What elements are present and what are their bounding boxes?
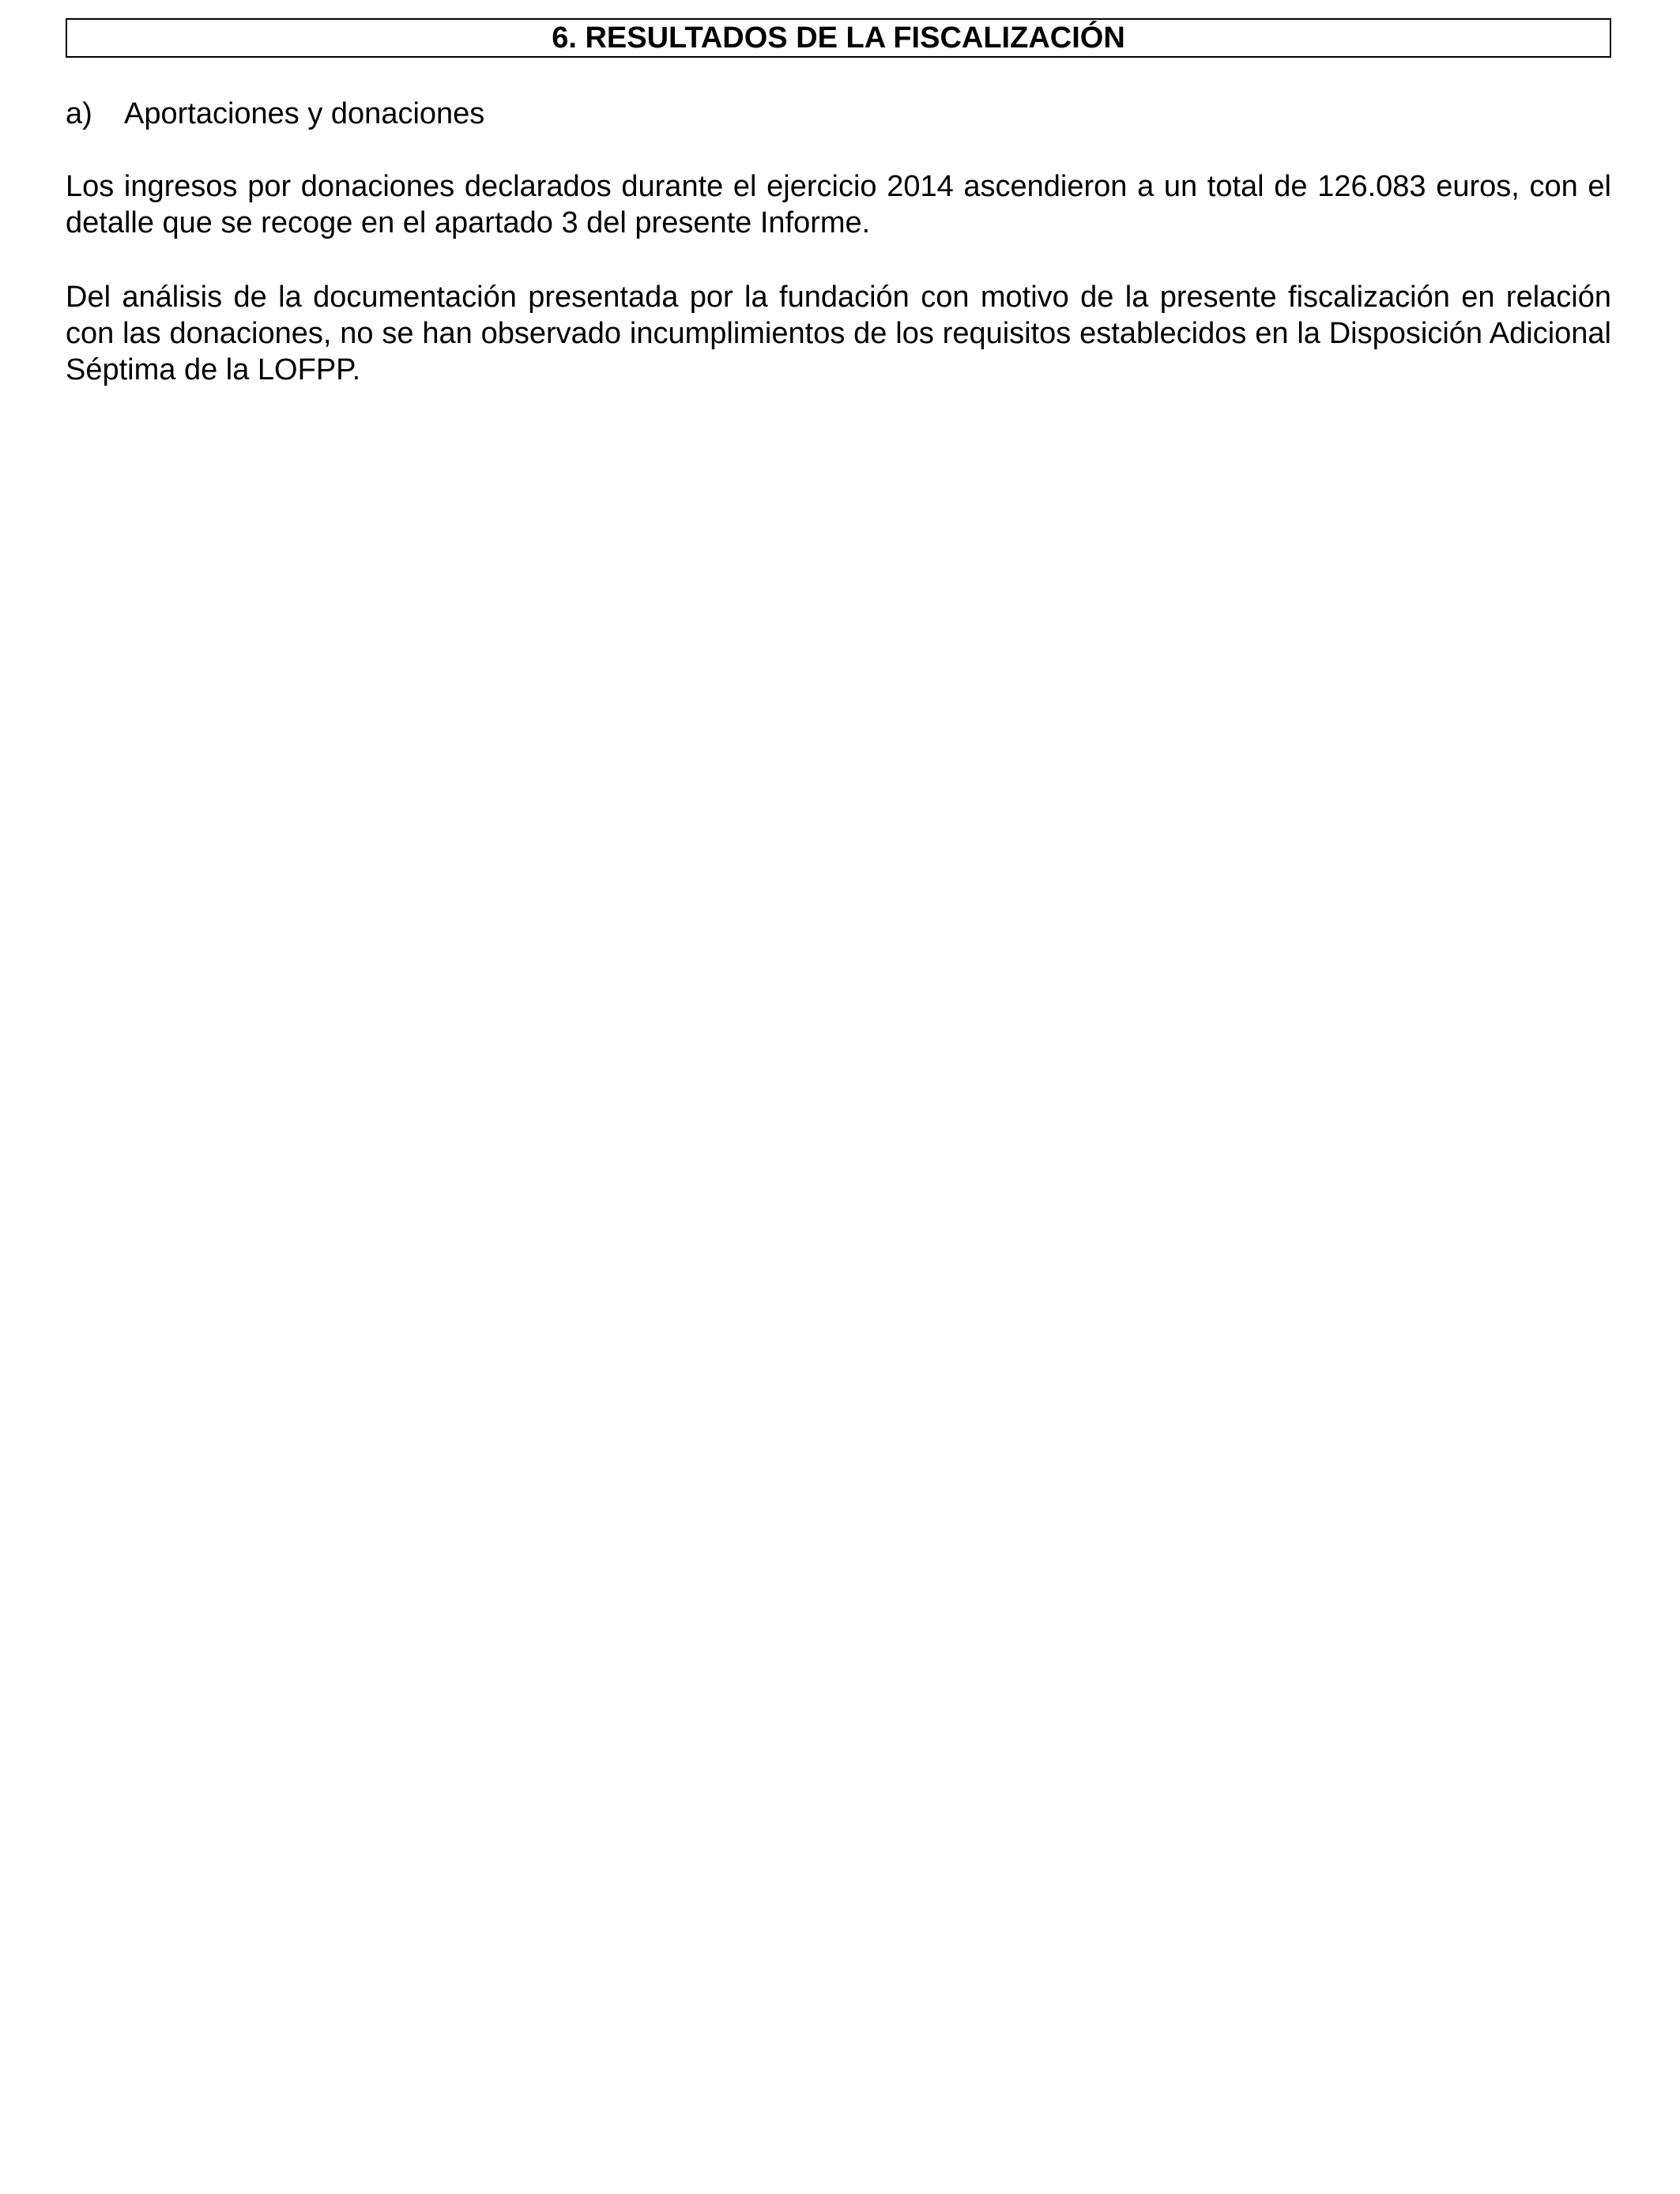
subsection-heading bbox=[66, 96, 484, 132]
subsection-title: Aportaciones y donaciones bbox=[124, 97, 485, 130]
document-page bbox=[66, 18, 1611, 386]
section-title: 6. RESULTADOS DE LA FISCALIZACIÓN bbox=[66, 18, 1611, 58]
subsection-marker: a) bbox=[66, 97, 92, 130]
paragraph-analysis-conclusion: Del análisis de la documentación presentada por la fundación con motivo de la presente fiscalización en relación con las donaciones, no se han observado incumplimientos de los requisitos establecidos en la Disposición Adicional Séptima de la LOFPP. bbox=[66, 281, 1611, 386]
paragraph-donations-total: Los ingresos por donaciones declarados durante el ejercicio 2014 ascendieron a un total de 126.083 euros, con el detalle que se recoge en el apartado 3 del presente Informe. bbox=[66, 170, 1611, 239]
